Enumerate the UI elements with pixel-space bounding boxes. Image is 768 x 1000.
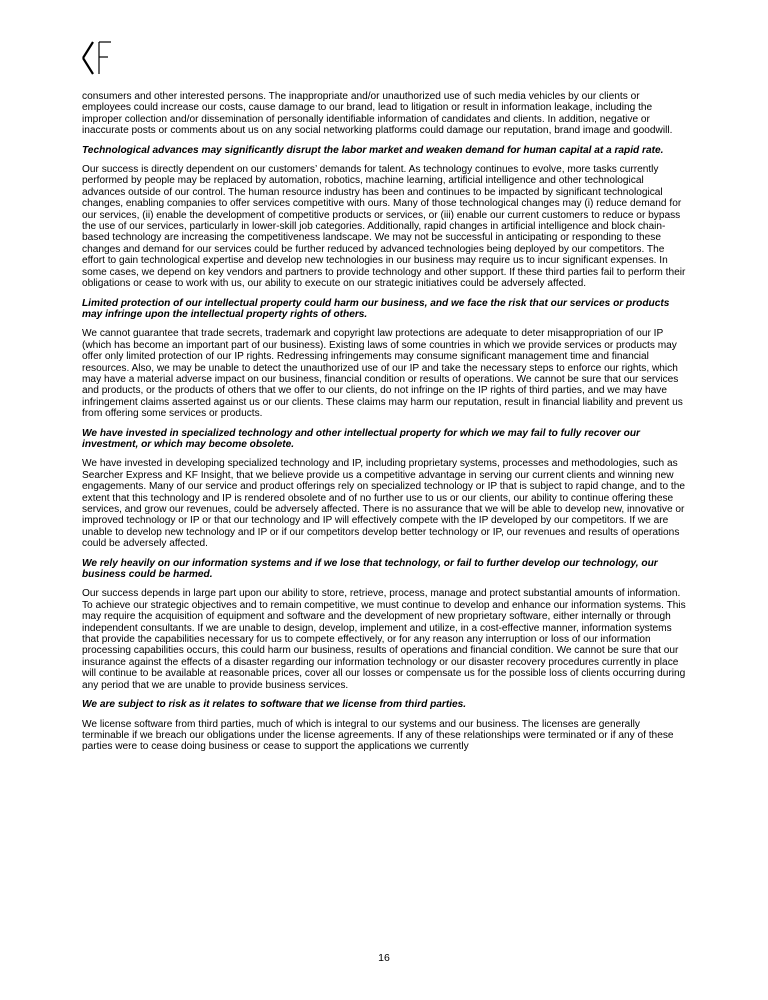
paragraph-intellectual-property: We cannot guarantee that trade secrets, trademark and copyright law protections are adequate to deter misappropriation of our IP (which has become an important part of our business). Existing laws of some countries in which we provide services or products may offer only limited protection of our IP rights. Redressing infringements may consume significant management time and financial resources. Also, we may be unable to detect the unauthorized use of our IP and take the necessary steps to enforce our rights, which may have a material adverse impact on our business, financial condition or results of operations. We cannot be sure that our services and products, or the products of others that we offer to our clients, do not infringe on the IP rights of third parties, and we may have infringement claims asserted against us or our clients. These claims may harm our reputation, result in financial liability and prevent us from offering some services or products. [82,328,683,420]
paragraph-licensed-software: We license software from third parties, much of which is integral to our systems and our business. The licenses are generally terminable if we breach our obligations under the license agreements. If any of these relationships were terminated or if any of these parties were to cease doing business or cease to support the applications we currently [82,718,674,753]
paragraph-technological-advances: Our success is directly dependent on our customers’ demands for talent. As technology continues to evolve, more tasks currently performed by people may be replaced by automation, robotics, machine learning, artificial intelligence and other technological advances outside of our control. The human resource industry has been and continues to be impacted by significant technological changes, enabling companies to offer services competitive with ours. Many of those technological changes may (i) reduce demand for our services, (ii) enable the development of competitive products or services, or (iii) enable our current customers to reduce or bypass the use of our services, particularly in lower-skill job categories. Additionally, rapid changes in artificial intelligence and block chain-based technology are increasing the competitiveness landscape. We may not be successful in anticipating or responding to these changes and demand for our services could be further reduced by advanced technologies being deployed by our competitors. The effort to gain technological expertise and develop new technologies in our business may require us to incur significant expenses. In some cases, we depend on key vendors and partners to provide technology and other support. If these third parties fail to perform their obligations or cease to work with us, our ability to execute on our strategic initiatives could be adversely affected. [82,164,686,290]
paragraph-information-systems: Our success depends in large part upon our ability to store, retrieve, process, manage and protect substantial amounts of information. To achieve our strategic objectives and to remain competitive, we must continue to develop and enhance our information systems. This may require the acquisition of equipment and software and the development of new proprietary software, either internally or through independent consultants. If we are unable to design, develop, implement and utilize, in a cost-effective manner, information systems that provide the capabilities necessary for us to compete effectively, or for any reason any interruption or loss of our information processing capabilities occurs, this could harm our business, results of operations and financial condition. We cannot be sure that our insurance against the effects of a disaster regarding our information technology or our disaster recovery procedures currently in place will continue to be available at reasonable prices, cover all our losses or compensate us for the possible loss of clients occurring during any period that we are unable to provide business services. [82,588,686,691]
heading-information-systems: We rely heavily on our information systems and if we lose that technology, or fail to further develop our technology, our business could be harmed. [82,557,658,581]
document-body [82,91,688,761]
page-number: 16 [378,952,390,964]
heading-technological-advances: Technological advances may significantly disrupt the labor market and weaken demand for human capital at a rapid rate. [82,144,664,156]
paragraph-specialized-technology: We have invested in developing specialized technology and IP, including proprietary systems, processes and methodologies, such as Searcher Express and KF Insight, that we believe provide us a competitive advantage in serving our current clients and winning new engagements. Many of our service and product offerings rely on specialized technology or IP that is subject to rapid change, and to the extent that this technology and IP is rendered obsolete and of no further use to us or our clients, our ability to continue offering these services, and grow our revenues, could be adversely affected. There is no assurance that we will be able to develop new, innovative or improved technology or IP or that our technology and IP will effectively compete with the IP developed by our competitors. If we are unable to develop new technology and IP or if our competitors develop better technology or IP, our revenues and results of operations could be adversely affected. [82,458,685,550]
heading-specialized-technology: We have invested in specialized technology and other intellectual property for which we may fail to fully recover our investment, or which may become obsolete. [82,427,640,450]
heading-intellectual-property: Limited protection of our intellectual property could harm our business, and we face the risk that our services or products may infringe upon the intellectual property rights of others. [82,297,670,320]
korn-ferry-logo [80,38,114,78]
heading-licensed-software: We are subject to risk as it relates to software that we license from third parties. [82,699,467,711]
paragraph-social-media: consumers and other interested persons. The inappropriate and/or unauthorized use of such media vehicles by our clients or employees could increase our costs, cause damage to our brand, lead to litigation or result in information leakage, including the improper collection and/or dissemination of personally identifiable information of candidates and clients. In addition, negative or inaccurate posts or comments about us on any social networking platforms could damage our reputation, brand image and goodwill. [82,91,673,137]
